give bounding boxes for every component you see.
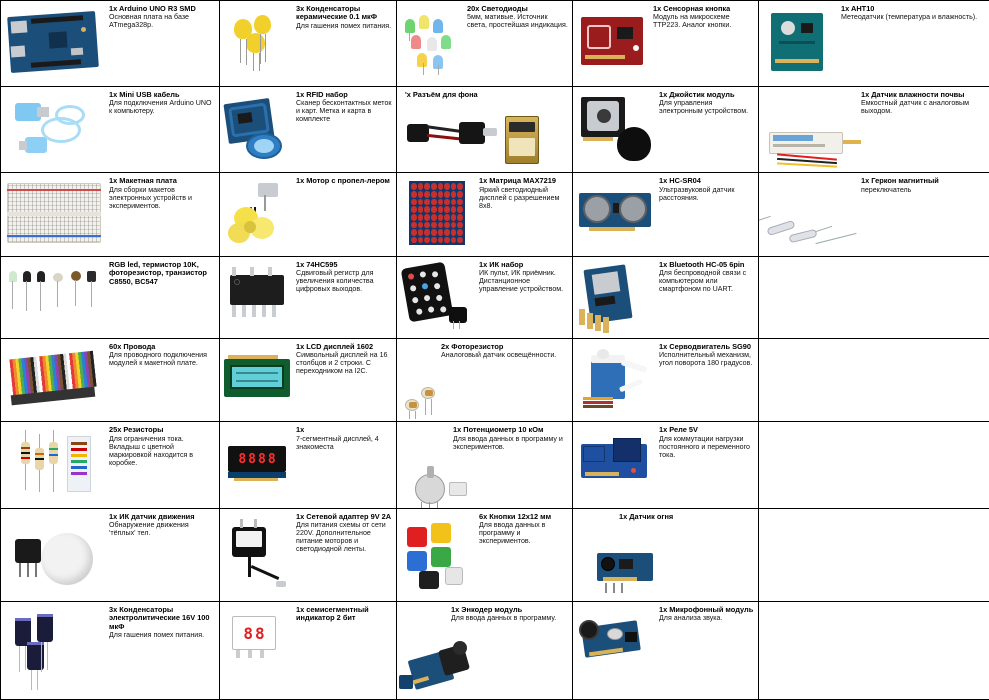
table-row bbox=[1, 1, 989, 87]
item-qty: 1x Джойстик модуль bbox=[659, 89, 735, 99]
table-row bbox=[1, 257, 989, 339]
item-qty: 3х Конденсаторы электролитические 16V 100 мкФ bbox=[109, 605, 210, 631]
item-desc: Для проводного подключения модулей к макетной плате. bbox=[109, 351, 207, 367]
discrete-components-icon bbox=[9, 271, 17, 282]
table-row bbox=[1, 509, 989, 602]
cell-reed-switch bbox=[759, 173, 989, 257]
item-desc: Для анализа звука. bbox=[659, 614, 723, 623]
cell-empty bbox=[759, 338, 989, 422]
tactile-buttons-icon bbox=[407, 527, 427, 547]
cell-seven-seg-2 bbox=[220, 602, 397, 700]
cell-lcd1602 bbox=[220, 338, 397, 422]
item-desc: Для беспроводной связи с компьютером или смартфоном по UART. bbox=[659, 269, 747, 294]
cell-soil-moisture bbox=[759, 86, 989, 173]
item-qty: RGB led, термистор 10K, фоторезистор, транзистор C8550, BC547 bbox=[109, 260, 207, 286]
cell-photoresistor bbox=[397, 338, 573, 422]
cell-arduino-uno bbox=[1, 1, 220, 87]
servo-sg90-icon bbox=[591, 359, 625, 399]
table-row bbox=[1, 602, 989, 700]
cell-mini-usb-cable bbox=[1, 86, 220, 173]
item-qty: 1x AHT10 bbox=[841, 4, 875, 13]
table-row bbox=[1, 422, 989, 509]
item-desc: Яркий светодиодный дисплей с разрешением 8х8. bbox=[479, 185, 560, 210]
item-desc: Сдвиговый регистр для увеличения количества цифровых выходов. bbox=[296, 269, 374, 294]
cell-resistors bbox=[1, 422, 220, 509]
led-matrix-max7219-icon bbox=[409, 181, 465, 245]
item-desc: Для гашения помех питания. bbox=[109, 630, 205, 639]
cell-ir-kit bbox=[397, 257, 573, 339]
table-row bbox=[1, 338, 989, 422]
cell-joystick bbox=[573, 86, 759, 173]
item-qty: 1x RFID набор bbox=[296, 89, 348, 99]
item-qty: 20x Светодиоды bbox=[467, 4, 528, 13]
item-desc: Ультразвуковой датчик расстояния. bbox=[659, 185, 735, 202]
item-desc: ИК пульт, ИК приёмник. Дистанционное управление устройством. bbox=[479, 269, 564, 294]
item-qty: 'x Разъём для фона bbox=[405, 89, 478, 99]
item-desc: Емкостный датчик с аналоговым выходом. bbox=[861, 98, 970, 115]
item-desc: Для ввода данных в программу и экспериментов. bbox=[479, 521, 546, 546]
led-assortment-icon bbox=[405, 19, 415, 33]
cell-bluetooth bbox=[573, 257, 759, 339]
cell-flame-sensor bbox=[573, 509, 759, 602]
cell-relay bbox=[573, 422, 759, 509]
item-qty: 1x Мотор с пропел-лером bbox=[296, 176, 390, 186]
cell-power-adapter bbox=[220, 509, 397, 602]
item-desc: Для ограничения тока. Вкладыш с цветной маркировкой находится в коробке. bbox=[109, 434, 194, 467]
item-qty: 1x Датчик влажности почвы bbox=[861, 89, 965, 99]
item-qty: 1x ИК датчик движения bbox=[109, 512, 195, 522]
item-desc: Для сборки макетов электронных устройств и экспериментов. bbox=[109, 185, 192, 210]
item-qty: 1x Серводвигатель SG90 bbox=[659, 341, 751, 351]
item-qty: 3x Конденсаторы керамические 0.1 мкФ bbox=[296, 4, 378, 22]
potentiometer-icon bbox=[415, 474, 445, 504]
item-desc: Основная плата на базе ATmega328p. bbox=[109, 13, 189, 30]
item-qty: 1x Геркон магнитный bbox=[861, 176, 939, 186]
cell-seven-seg-4 bbox=[220, 422, 397, 509]
item-desc: Метеодатчик (температура и влажность). bbox=[841, 13, 978, 22]
seven-segment-2digit-icon: 8 8 bbox=[232, 616, 276, 650]
item-qty: 6х Кнопки 12х12 мм bbox=[479, 512, 552, 522]
item-desc: Для подключения Arduino UNO к компьютеру. bbox=[109, 98, 212, 115]
cell-aht10 bbox=[759, 1, 989, 87]
cell-touch-button bbox=[573, 1, 759, 87]
item-qty: 1x Потенциометр 10 кОм bbox=[453, 425, 544, 435]
item-qty: 1x Сенсорная кнопка bbox=[653, 4, 731, 13]
item-desc: 7-сегментный дисплей, 4 знакоместа bbox=[296, 434, 379, 451]
item-qty: 1x Макетная плата bbox=[109, 176, 177, 186]
pir-motion-sensor-icon bbox=[41, 533, 93, 585]
item-qty: 60x Провода bbox=[109, 341, 156, 351]
cell-discretes bbox=[1, 257, 220, 339]
cell-ultrasonic bbox=[573, 173, 759, 257]
cell-jumper-wires bbox=[1, 338, 220, 422]
item-qty: 2х Фоторезистор bbox=[441, 341, 504, 351]
cell-empty bbox=[759, 422, 989, 509]
cell-electrolytic-caps bbox=[1, 602, 220, 700]
item-desc: Для гашения помех питания. bbox=[296, 21, 392, 30]
item-desc: 5мм, мативые. Источник света, простейшая индикация. bbox=[467, 13, 568, 30]
item-qty: 1x Mini USB кабель bbox=[109, 89, 180, 99]
cell-74hc595 bbox=[220, 257, 397, 339]
item-qty: 1x семисегментный индикатор 2 бит bbox=[296, 605, 369, 623]
item-qty: 1x Датчик огня bbox=[619, 512, 674, 522]
table-row bbox=[1, 86, 989, 173]
item-desc: Для коммутации нагрузки постоянного и переменного тока. bbox=[659, 434, 751, 459]
item-qty: 1x Микрофонный модуль bbox=[659, 605, 754, 614]
item-qty: 1x Bluetooth HC-05 6pin bbox=[659, 260, 745, 270]
item-qty: 1x Реле 5V bbox=[659, 425, 698, 435]
item-qty: 1x Сетевой адаптер 9V 2A bbox=[296, 512, 392, 522]
cell-servo bbox=[573, 338, 759, 422]
cell-empty bbox=[759, 509, 989, 602]
item-qty: 1x 74HC595 bbox=[296, 260, 338, 270]
item-qty: 1x HC-SR04 bbox=[659, 176, 701, 186]
seven-segment-4digit-icon: 8 8 8 8 bbox=[228, 446, 286, 472]
cell-rfid-kit bbox=[220, 86, 397, 173]
cell-led-matrix bbox=[397, 173, 573, 257]
item-desc: Модуль на микросхеме TTP223. Аналог кнопки. bbox=[653, 13, 732, 30]
item-desc: Сканер бесконтактных меток и карт. Метка и карта в комплекте bbox=[296, 98, 392, 123]
dc-motor-propeller-icon bbox=[258, 183, 278, 197]
cell-ceramic-caps bbox=[220, 1, 397, 87]
cell-motor-propeller bbox=[220, 173, 397, 257]
item-desc: Исполнительный механизм, угол поворота 180 градусов. bbox=[659, 351, 753, 367]
item-qty: 1x Матрица MAX7219 bbox=[479, 176, 556, 186]
item-desc: переключатель bbox=[861, 185, 912, 194]
item-qty: 1x Arduino UNO R3 SMD bbox=[109, 4, 196, 13]
ir-remote-kit-icon bbox=[401, 262, 454, 323]
item-qty: 25х Резисторы bbox=[109, 425, 164, 435]
cell-leds bbox=[397, 1, 573, 87]
item-qty: 1x LCD дисплей 1602 bbox=[296, 341, 374, 351]
item-desc: Для питания схемы от сети 220V. Дополнительное питание моторов и светодиодной ленты. bbox=[296, 521, 386, 554]
cell-buttons bbox=[397, 509, 573, 602]
item-desc: Символьный дисплей на 16 столбцов и 2 строки. С переходником на I2C. bbox=[296, 351, 388, 375]
item-desc: Для ввода данных в программу. bbox=[451, 614, 557, 623]
item-qty: 1x Энкодер модуль bbox=[451, 605, 523, 614]
item-desc: Для управления электронным устройством. bbox=[659, 98, 749, 115]
item-qty: 1x ИК набор bbox=[479, 260, 524, 270]
cell-breadboard bbox=[1, 173, 220, 257]
battery-connector-icon bbox=[407, 124, 429, 142]
item-qty: 1x bbox=[296, 425, 305, 435]
cell-empty bbox=[759, 602, 989, 700]
cell-battery-connector bbox=[397, 86, 573, 173]
cell-pir bbox=[1, 509, 220, 602]
cell-rotary-encoder bbox=[397, 602, 573, 700]
cell-microphone bbox=[573, 602, 759, 700]
table-row bbox=[1, 173, 989, 257]
item-desc: Обнаружение движения 'тёплых' тел. bbox=[109, 521, 189, 538]
cell-potentiometer bbox=[397, 422, 573, 509]
item-desc: Для ввода данных в программу и экспериментов. bbox=[453, 434, 563, 451]
item-desc: Аналоговый датчик освещённости. bbox=[441, 351, 557, 360]
cell-empty bbox=[759, 257, 989, 339]
